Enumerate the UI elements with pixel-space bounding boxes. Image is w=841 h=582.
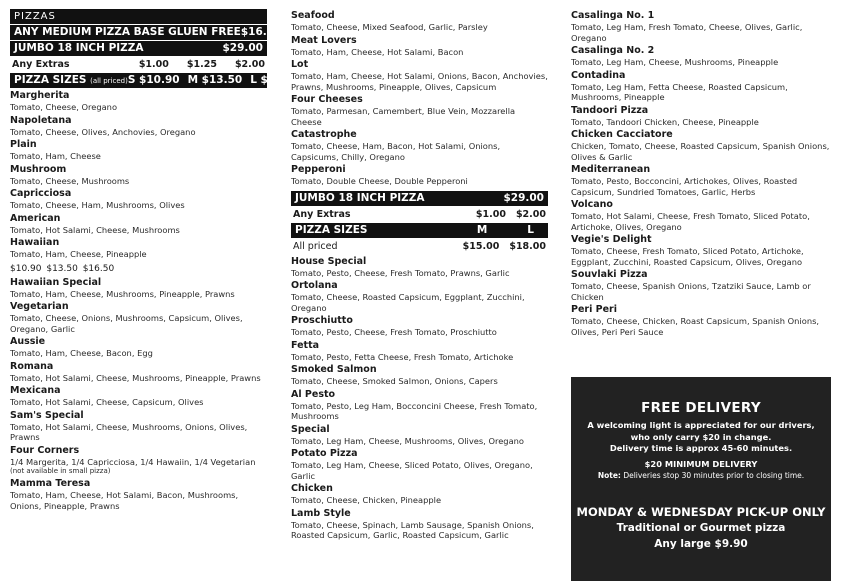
menu-item [10, 385, 267, 408]
menu-item-name: Romana [10, 360, 54, 372]
menu-item [291, 508, 548, 541]
menu-item-desc: Tomato, Parmesan, Camembert, Blue Vein, Mozzarella Cheese [291, 106, 516, 127]
menu-item [291, 315, 548, 338]
menu-item-name: House Special [291, 255, 367, 267]
menu-item-desc: Tomato, Cheese, Ham, Bacon, Hot Salami, Onions, Capsicums, Chilly, Oregano [291, 141, 501, 162]
menu-item [291, 364, 548, 387]
menu-item-name: Proschiutto [291, 315, 353, 326]
menu-item-name: Smoked Salmon [291, 364, 377, 375]
extras-label: Any Extras [293, 208, 351, 220]
menu-item-desc: Tomato, Pesto, Cheese, Fresh Tomato, Proschiutto [291, 327, 497, 337]
menu-item-name: Contadina [571, 69, 626, 81]
all-priced-large: $18.00 [509, 240, 546, 252]
extras-price-medium: $1.25 [186, 59, 217, 70]
menu-item [10, 115, 267, 138]
all-priced-label: All priced [293, 240, 338, 252]
size-small-price: S $10.90 [127, 74, 180, 86]
menu-item-desc: Tomato, Cheese, Roasted Capsicum, Eggplant, Zucchini, Oregano [291, 292, 525, 313]
menu-item [10, 139, 267, 162]
jumbo-price: $29.00 [503, 191, 544, 204]
menu-item-note: (not available in small pizza) [10, 467, 111, 475]
menu-item [291, 10, 548, 33]
menu-item-desc: Tomato, Cheese, Chicken, Roast Capsicum, Spanish Onions, Olives, Peri Peri Sauce [571, 316, 820, 337]
menu-item-desc: Tomato, Pesto, Leg Ham, Bocconcini Cheese, Fresh Tomato, Mushrooms [291, 400, 538, 421]
menu-item-name: Mamma Teresa [10, 478, 91, 489]
menu-column-2 [291, 8, 548, 541]
menu-item [291, 164, 548, 187]
pizza-list [10, 277, 267, 512]
jumbo-bar [291, 191, 548, 206]
menu-item [291, 340, 548, 363]
menu-item [291, 483, 548, 506]
all-priced-medium: $15.00 [462, 240, 500, 252]
menu-item-desc: Tomato, Cheese, Ham, Mushrooms, Olives [10, 200, 185, 210]
hawaiian-prices: $10.90 $13.50 $16.50 [10, 263, 115, 274]
pickup-title: MONDAY & WEDNESDAY PICK-UP ONLY [576, 505, 826, 519]
promo-line: Delivery time is approx 45-60 minutes. [609, 443, 793, 453]
menu-item-desc: Tomato, Pesto, Bocconcini, Artichokes, Olives, Roasted Capsicum, Sundried Tomatoes, Garlic, Herbs [571, 176, 798, 197]
menu-item-desc: Tomato, Leg Ham, Cheese, Mushrooms, Pineapple [571, 57, 779, 67]
menu-item [10, 445, 267, 477]
menu-item-name: Four Corners [10, 444, 80, 456]
menu-item [571, 199, 833, 232]
menu-item [10, 237, 267, 260]
pizza-list [291, 10, 548, 187]
menu-item [10, 90, 267, 113]
menu-item-desc: Tomato, Hot Salami, Cheese, Mushrooms [10, 224, 180, 235]
menu-item [291, 280, 548, 313]
menu-item-name: Al Pesto [291, 388, 336, 400]
menu-item-desc: Tomato, Ham, Cheese, Hot Salami, Onions, Bacon, Anchovies, Prawns, Mushrooms, Pineapple, Olives, Capsicum [291, 71, 548, 92]
gluten-free-price: $16.00 [240, 26, 282, 38]
menu-item-desc: Tomato, Cheese, Smoked Salmon, Onions, Capers [291, 376, 498, 386]
all-priced-row [291, 239, 548, 254]
menu-item-desc: Tomato, Ham, Cheese, Hot Salami, Bacon [291, 46, 464, 57]
extras-price-large: $2.00 [515, 208, 546, 220]
menu-item-name: Catastrophe [291, 129, 357, 140]
menu-item-name: Ortolana [291, 280, 338, 291]
section-title: PIZZAS [14, 11, 56, 22]
sizes-note: (all priced) [90, 76, 128, 85]
menu-item [571, 129, 833, 162]
menu-item [291, 129, 548, 162]
menu-item-name: Plain [10, 139, 37, 150]
pizza-sizes-bar [291, 223, 548, 238]
menu-item-desc: Chicken, Tomato, Cheese, Roasted Capsicum, Spanish Onions, Olives & Garlic [571, 141, 830, 162]
extras-row [291, 207, 548, 222]
menu-item [10, 301, 267, 334]
sizes-label: PIZZA SIZES [14, 73, 87, 86]
sizes-label: PIZZA SIZES [295, 223, 368, 236]
menu-item-desc: Tomato, Hot Salami, Cheese, Fresh Tomato, Sliced Potato, Artichoke, Olives, Oregano [571, 211, 810, 232]
menu-item [10, 478, 267, 511]
promo-title: FREE DELIVERY [641, 400, 761, 416]
menu-item-desc: Tomato, Cheese, Oregano [10, 102, 118, 112]
menu-item-name: Chicken Cacciatore [571, 129, 673, 140]
menu-item-desc: Tomato, Cheese, Spanish Onions, Tzatziki Sauce, Lamb or Chicken [571, 281, 811, 302]
menu-item [571, 164, 833, 197]
menu-item-name: Lamb Style [291, 507, 351, 519]
delivery-note [571, 470, 831, 481]
menu-item-desc: Tomato, Ham, Cheese, Bacon, Egg [10, 348, 153, 358]
menu-item [291, 59, 548, 92]
menu-item-desc: Tomato, Hot Salami, Cheese, Mushrooms, Pineapple, Prawns [10, 372, 261, 383]
menu-item [10, 410, 267, 443]
menu-item [571, 70, 833, 103]
menu-item-desc: Tomato, Hot Salami, Cheese, Capsicum, Olives [10, 397, 204, 407]
menu-item [10, 164, 267, 187]
menu-item-name: Vegie's Delight [571, 234, 652, 245]
menu-item [10, 336, 267, 359]
menu-item-desc: Tomato, Cheese, Spinach, Lamb Sausage, Spanish Onions, Roasted Capsicum, Garlic, Roasted Capsicum, Garlic [291, 519, 534, 540]
menu-item-name: Capricciosa [10, 188, 72, 199]
pizza-list [571, 10, 833, 337]
pizza-sizes-bar [10, 73, 302, 88]
menu-item-name: Souvlaki Pizza [571, 269, 648, 280]
note-text: Deliveries stop 30 minutes prior to closing time. [623, 471, 805, 480]
menu-item [291, 448, 548, 481]
menu-item [291, 94, 548, 127]
menu-item-desc: Tomato, Cheese, Mushrooms [10, 175, 130, 186]
menu-item-desc: Tomato, Tandoori Chicken, Cheese, Pineapple [571, 116, 759, 127]
menu-item [571, 304, 833, 337]
menu-item [291, 256, 548, 279]
menu-item-desc: Tomato, Ham, Cheese [10, 151, 101, 161]
size-medium-label: M [476, 223, 488, 236]
pizza-list [10, 90, 267, 260]
menu-item-name: Pepperoni [291, 164, 346, 175]
size-large-label: L [527, 223, 534, 236]
extras-price-medium: $1.00 [475, 208, 506, 220]
menu-item-name: Special [291, 423, 330, 435]
menu-item-desc: Tomato, Leg Ham, Cheese, Mushrooms, Olives, Oregano [291, 435, 524, 446]
jumbo-label: JUMBO 18 INCH PIZZA [295, 191, 425, 204]
jumbo-price: $29.00 [222, 42, 263, 54]
menu-item-name: Mediterranean [571, 164, 651, 175]
menu-item-name: Margherita [10, 90, 70, 101]
jumbo-bar [10, 41, 267, 56]
menu-item-desc: Tomato, Cheese, Fresh Tomato, Sliced Potato, Artichoke, Eggplant, Zucchini, Roasted Capsicum, Olives, Oregano [571, 246, 804, 267]
menu-item-desc: Tomato, Pesto, Fetta Cheese, Fresh Tomato, Artichoke [291, 351, 514, 362]
menu-item-name: Volcano [571, 199, 613, 210]
menu-column-3 [571, 8, 833, 337]
menu-item-desc: Tomato, Pesto, Cheese, Fresh Tomato, Prawns, Garlic [291, 267, 510, 278]
menu-item-name: Peri Peri [571, 304, 618, 315]
menu-item-desc: Tomato, Cheese, Chicken, Pineapple [291, 495, 442, 505]
menu-item-name: Vegetarian [10, 301, 69, 312]
extras-label: Any Extras [12, 59, 70, 70]
menu-item-name: Aussie [10, 336, 46, 347]
menu-item-desc: Tomato, Leg Ham, Fetta Cheese, Roasted Capsicum, Mushrooms, Pineapple [571, 81, 788, 102]
size-medium-price: M $13.50 [187, 74, 243, 86]
gluten-free-bar [10, 25, 282, 40]
section-title-bar [10, 9, 267, 24]
menu-item-name: Potato Pizza [291, 448, 358, 459]
menu-item-desc: Tomato, Cheese, Mixed Seafood, Garlic, Parsley [291, 22, 488, 32]
menu-item-desc: 1/4 Margerita, 1/4 Capricciosa, 1/4 Hawaiin, 1/4 Vegetarian [10, 456, 256, 467]
menu-item-desc: Tomato, Cheese, Olives, Anchovies, Oregano [10, 126, 196, 137]
menu-item [571, 45, 833, 68]
menu-item-name: Hawaiian Special [10, 276, 102, 288]
promo-line: A welcoming light is appreciated for our drivers, [587, 420, 815, 430]
menu-item-name: Meat Lovers [291, 34, 357, 46]
menu-item [571, 105, 833, 128]
menu-item-desc: Tomato, Leg Ham, Fresh Tomato, Cheese, Olives, Garlic, Oregano [571, 22, 803, 43]
jumbo-label: JUMBO 18 INCH PIZZA [14, 42, 144, 54]
menu-item-desc: Tomato, Double Cheese, Double Pepperoni [291, 176, 468, 186]
note-label: Note: [597, 471, 621, 480]
menu-item-name: Napoletana [10, 114, 72, 126]
gluten-free-label: ANY MEDIUM PIZZA BASE GLUEN FREE [14, 26, 241, 38]
extras-price-small: $1.00 [138, 59, 169, 70]
menu-item-name: Tandoori Pizza [571, 104, 649, 116]
delivery-promo-panel [571, 377, 831, 581]
menu-item-name: American [10, 212, 61, 224]
menu-item [10, 361, 267, 384]
menu-item [10, 188, 267, 211]
menu-item-desc: Tomato, Ham, Cheese, Hot Salami, Bacon, Mushrooms, Onions, Pineapple, Prawns [10, 490, 239, 511]
pickup-offer: Traditional or Gourmet pizza [616, 522, 786, 534]
extras-row [10, 57, 267, 72]
menu-item [10, 213, 267, 236]
promo-line: who only carry $20 in change. [630, 431, 772, 442]
menu-item-desc: Tomato, Ham, Cheese, Pineapple [10, 249, 147, 259]
menu-item-name: Hawaiian [10, 237, 60, 248]
menu-item-desc: Tomato, Cheese, Onions, Mushrooms, Capsicum, Olives, Oregano, Garlic [10, 313, 243, 334]
menu-item-name: Seafood [291, 10, 335, 21]
pizza-list [291, 256, 548, 541]
menu-item-desc: Tomato, Hot Salami, Cheese, Mushrooms, Onions, Olives, Prawns [10, 421, 248, 442]
menu-item [291, 424, 548, 447]
minimum-delivery: $20 MINIMUM DELIVERY [644, 458, 758, 469]
menu-item [291, 389, 548, 422]
menu-item [10, 277, 267, 300]
menu-item-name: Casalinga No. 1 [571, 10, 655, 21]
menu-item-name: Chicken [291, 483, 333, 494]
menu-item-desc: Tomato, Leg Ham, Cheese, Sliced Potato, Olives, Oregano, Garlic [291, 460, 533, 481]
size-large-price: L $16.50 [250, 74, 302, 86]
menu-item-name: Sam's Special [10, 409, 84, 421]
menu-item [571, 234, 833, 267]
menu-item-name: Lot [291, 59, 309, 70]
menu-item-name: Casalinga No. 2 [571, 45, 655, 56]
menu-item [291, 35, 548, 58]
extras-price-large: $2.00 [234, 59, 265, 70]
menu-item-desc: Tomato, Ham, Cheese, Mushrooms, Pineapple, Prawns [10, 288, 235, 299]
menu-item-name: Four Cheeses [291, 94, 363, 105]
pickup-price: Any large $9.90 [654, 538, 748, 550]
menu-item [571, 269, 833, 302]
menu-item [571, 10, 833, 43]
menu-item-name: Mushroom [10, 163, 67, 175]
menu-item-name: Fetta [291, 339, 320, 351]
menu-item-name: Mexicana [10, 385, 61, 396]
